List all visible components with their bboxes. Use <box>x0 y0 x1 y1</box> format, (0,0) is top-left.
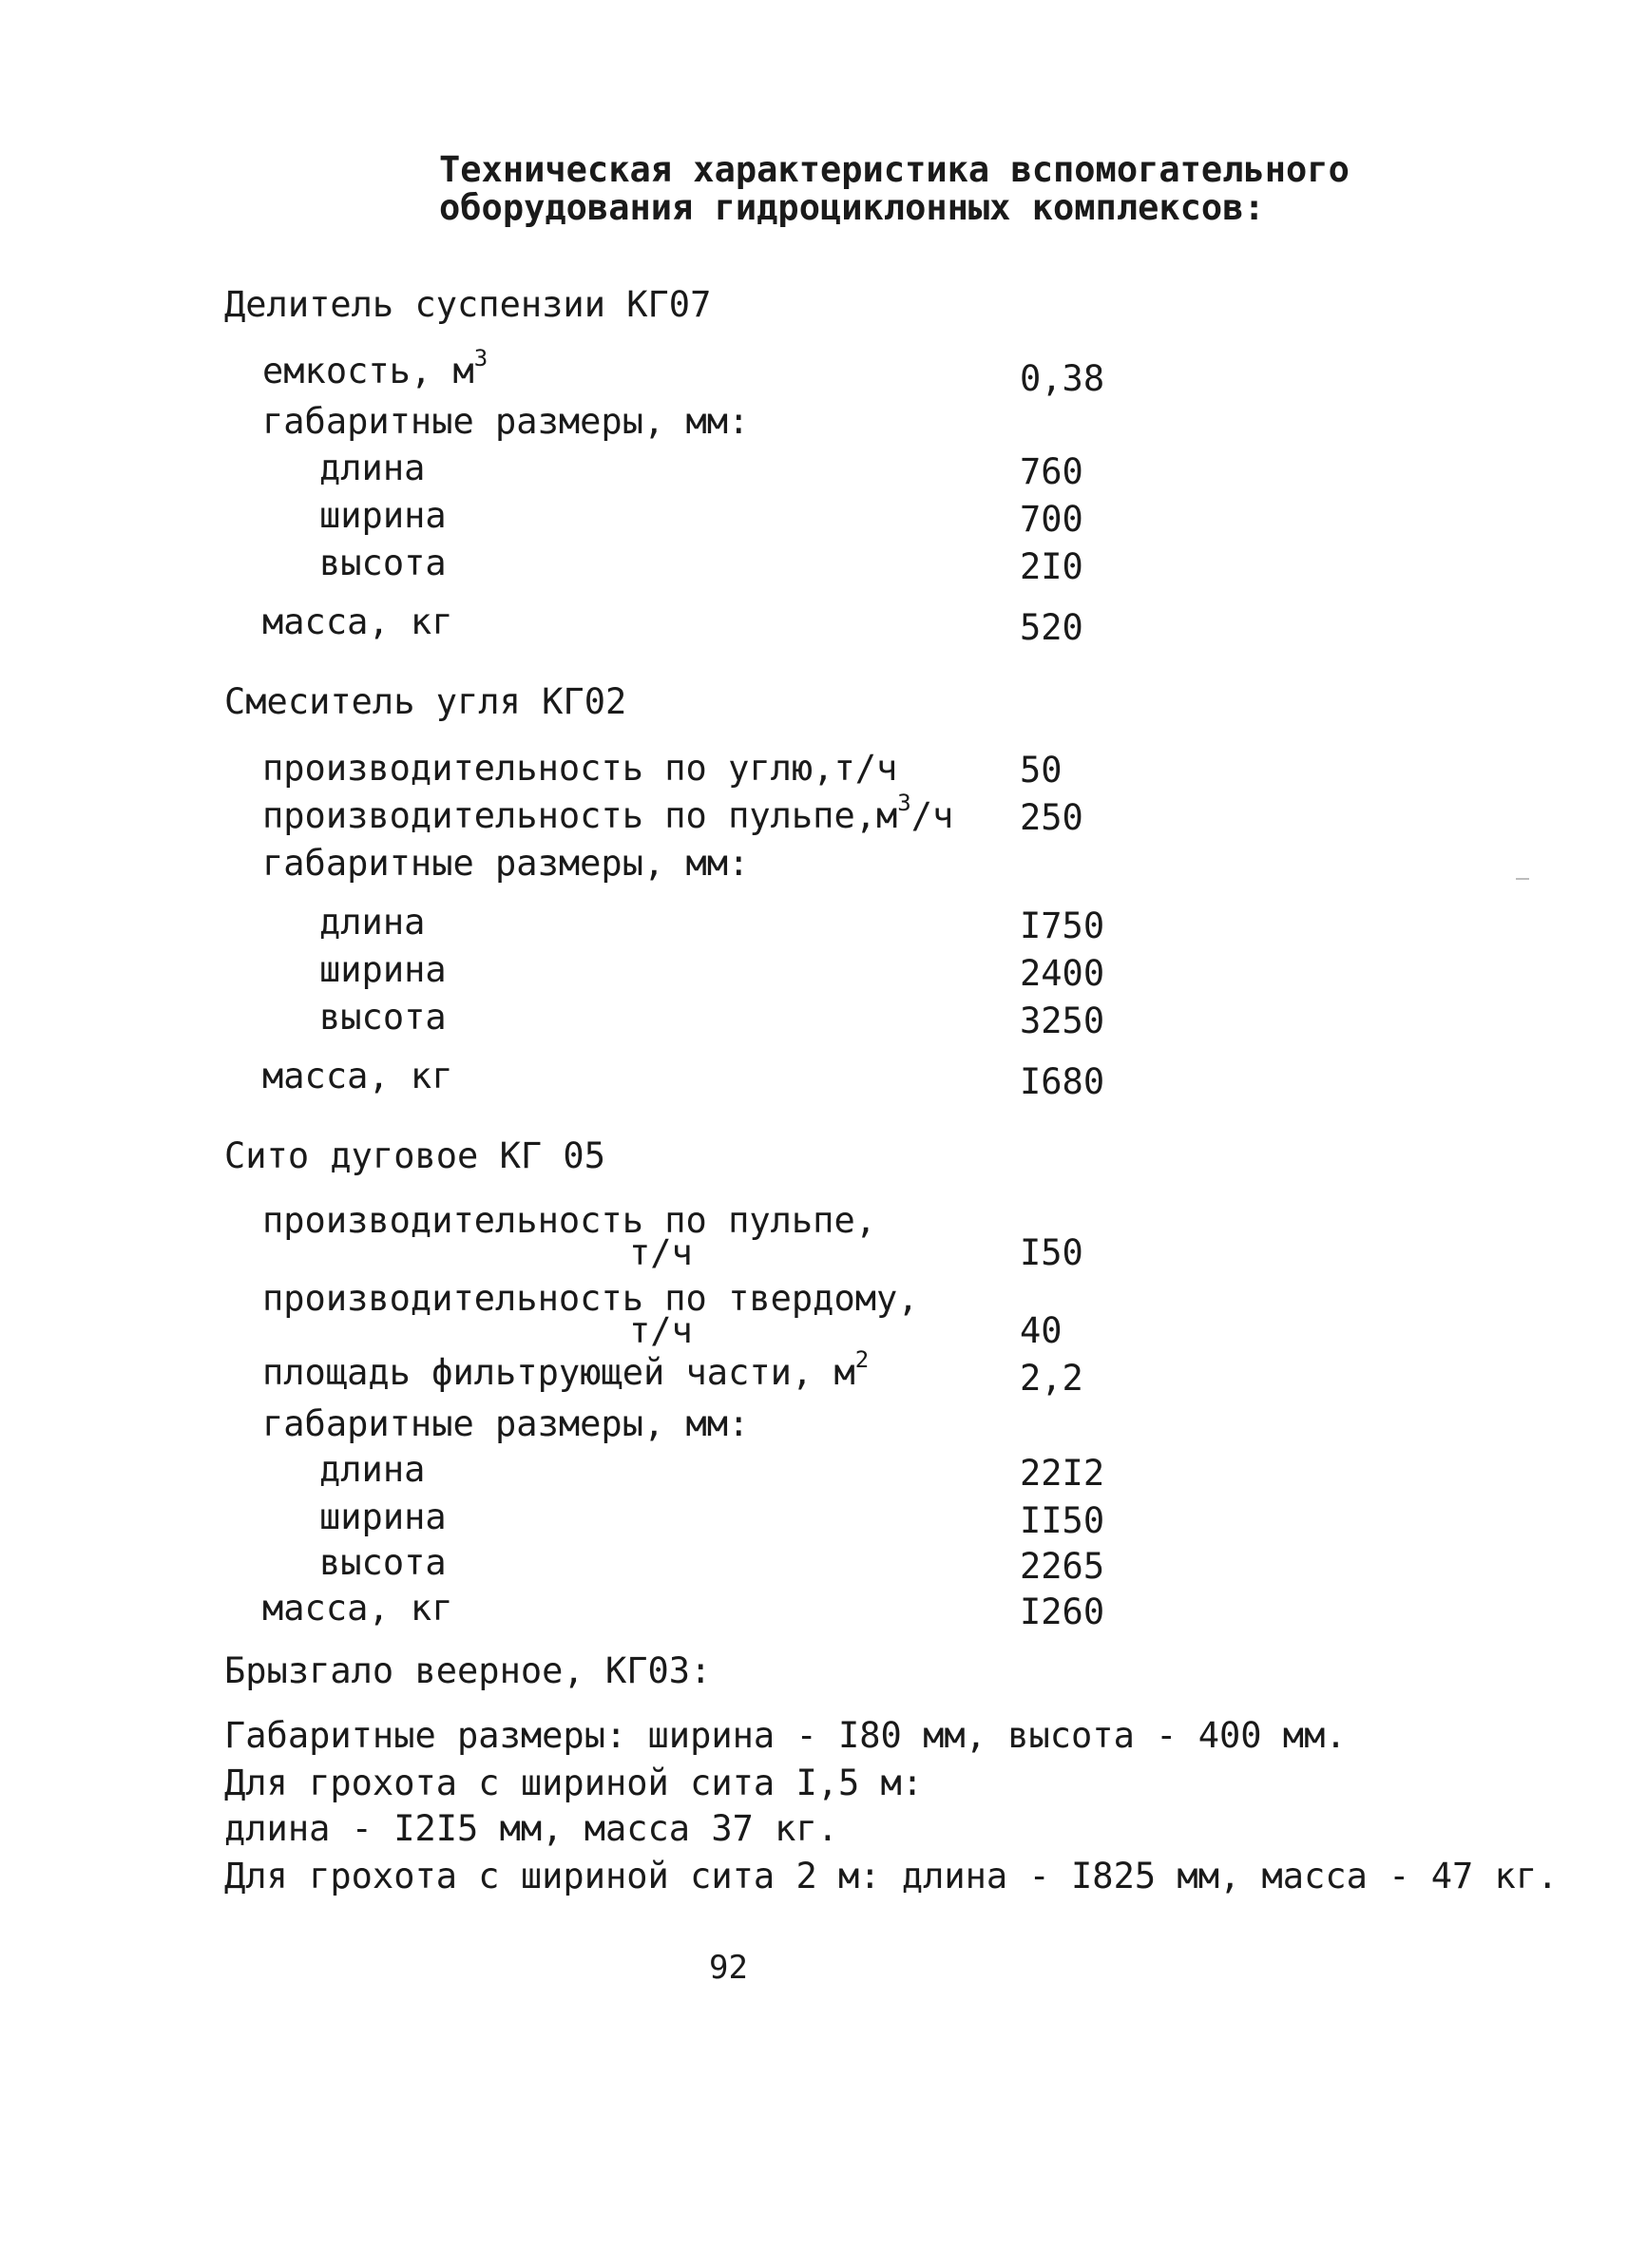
document-title-line-2: оборудования гидроциклонных комплексов: <box>439 187 1265 228</box>
sprayer-dimensions-text: Габаритные размеры: ширина - I80 мм, высота - 400 мм. <box>224 1715 1347 1756</box>
section-heading-sieve: Сито дуговое КГ 05 <box>224 1135 605 1176</box>
height-label: высота <box>319 1542 447 1583</box>
width-value: II50 <box>1020 1500 1105 1541</box>
document-title-line-1: Техническая характеристика вспомогательного <box>439 149 1350 190</box>
width-value: 700 <box>1020 499 1083 540</box>
length-value: I750 <box>1020 905 1105 946</box>
width-label: ширина <box>319 1496 447 1537</box>
coal-capacity-value: 50 <box>1020 750 1063 791</box>
length-label: длина <box>319 448 426 488</box>
height-label: высота <box>319 997 447 1038</box>
capacity-label: емкость, $м^3$ <box>262 345 488 391</box>
solid-capacity-label: производительность по твердому, <box>262 1278 919 1319</box>
pulp-capacity-value: 250 <box>1020 797 1083 838</box>
filter-area-label: площадь фильтрующей части, $м^2$ <box>262 1346 870 1393</box>
dimensions-label: габаритные размеры, мм: <box>262 401 750 442</box>
width-value: 2400 <box>1020 953 1105 994</box>
dimensions-label: габаритные размеры, мм: <box>262 843 750 884</box>
height-label: высота <box>319 543 447 583</box>
length-label: длина <box>319 1449 426 1490</box>
filter-area-value: 2,2 <box>1020 1358 1083 1399</box>
mass-value: I260 <box>1020 1591 1105 1632</box>
screen-2m-text: Для грохота с шириной сита 2 м: длина - I825 мм, масса - 47 кг. <box>224 1856 1559 1896</box>
dimensions-label: габаритные размеры, мм: <box>262 1403 750 1444</box>
width-label: ширина <box>319 949 447 990</box>
mass-value: 520 <box>1020 607 1083 648</box>
width-label: ширина <box>319 495 447 536</box>
height-value: 2I0 <box>1020 546 1083 587</box>
section-heading-mixer: Смеситель угля КГ02 <box>224 681 627 722</box>
length-label: длина <box>319 902 426 943</box>
coal-capacity-label: производительность по углю,т/ч <box>262 748 898 789</box>
screen-1-5m-spec-text: длина - I2I5 мм, масса 37 кг. <box>224 1808 839 1849</box>
height-value: 3250 <box>1020 1001 1105 1041</box>
mass-label: масса, кг <box>262 1056 453 1096</box>
pulp-capacity-label: производительность по пульпе, <box>262 1200 877 1241</box>
pulp-capacity-value: I50 <box>1020 1232 1083 1273</box>
height-value: 2265 <box>1020 1546 1105 1587</box>
solid-capacity-unit: т/ч <box>629 1310 693 1351</box>
mass-label: масса, кг <box>262 1588 453 1629</box>
length-value: 760 <box>1020 451 1083 492</box>
solid-capacity-value: 40 <box>1020 1310 1063 1351</box>
section-heading-divider: Делитель суспензии КГ07 <box>224 284 712 325</box>
mass-value: I680 <box>1020 1061 1105 1102</box>
pulp-capacity-unit: т/ч <box>629 1232 693 1273</box>
mass-label: масса, кг <box>262 601 453 642</box>
length-value: 22I2 <box>1020 1453 1105 1494</box>
section-heading-sprayer: Брызгало веерное, КГ03: <box>224 1650 712 1691</box>
page-number: 92 <box>709 1949 748 1987</box>
screen-1-5m-text: Для грохота с шириной сита I,5 м: <box>224 1763 924 1803</box>
capacity-value: 0,38 <box>1020 358 1105 399</box>
scan-artifact <box>1516 878 1529 880</box>
pulp-capacity-label: производительность по $пульпе,м^3/ч$ <box>262 790 954 836</box>
